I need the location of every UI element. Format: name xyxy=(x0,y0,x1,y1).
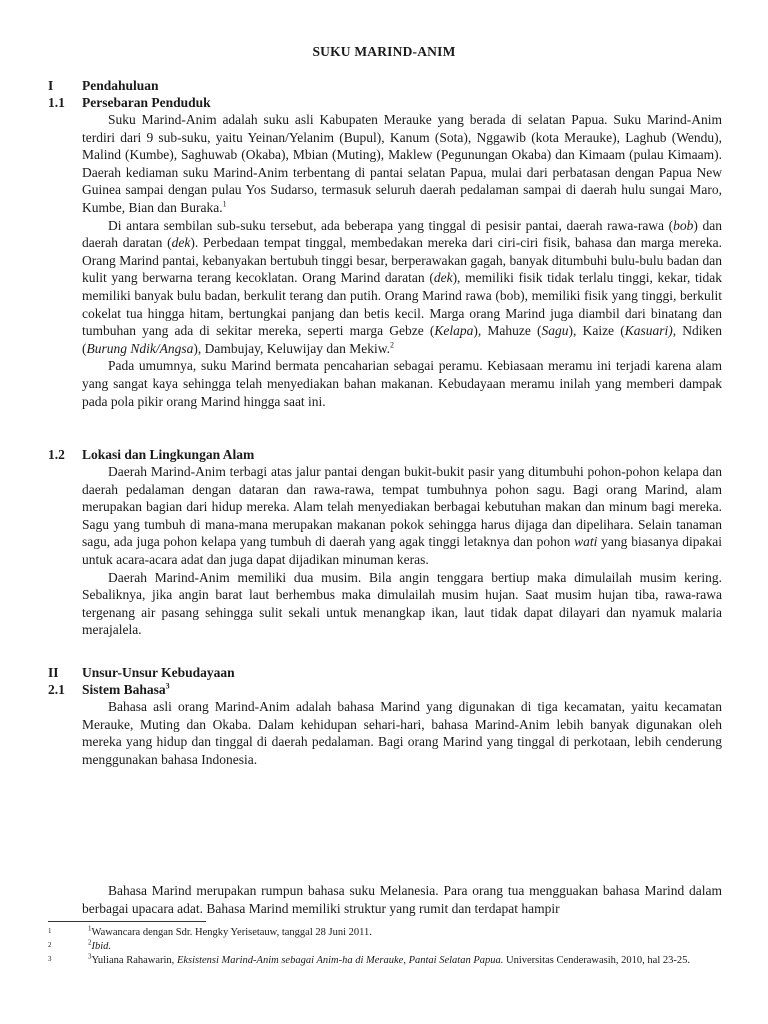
paragraph-1: Suku Marind-Anim adalah suku asli Kabupaten Merauke yang berada di selatan Papua. Suku Marind-Anim terdiri dari 9 sub-suku, yaitu Yeinan/Yelanim (Bupul), Kanum (Sota), Nggawib (kota Merauke), Laghub (Wendu), Malind (Kumbe), Saghuwab (Okaba), Mbian (Muting), Maklew (Pegunungan Okaba) dan Kimaam (pulau Kimaam). Daerah kediaman suku Marind-Anim terbentang di pantai selatan Papua, mulai dari perbatasan dengan Papua New Guinea sampai dengan pulau Yos Sudarso, termasuk seluruh daerah pedalaman sampai di daerah hulu sungai Maro, Kumbe, Bian dan Buraka.$^1$ xyxy=(82,112,722,215)
section-number: I xyxy=(48,78,54,93)
footnote-ref: 1 xyxy=(222,199,227,209)
section-heading-2 xyxy=(48,664,235,682)
footnote-separator xyxy=(48,921,206,922)
section-number: 1.2 xyxy=(48,447,65,462)
section-title: Persebaran Penduduk xyxy=(82,95,211,110)
footnote-ref: 2 xyxy=(389,340,394,350)
paragraph-5: Daerah Marind-Anim memiliki dua musim. Bila angin tenggara bertiup maka dimulailah musim kering. Sebaliknya, jika angin barat laut berhembus maka dimulailah musim hujan. Saat musim hujan tiba, rawa-rawa tergenang air pasang sehingga sulit sekali untuk menangkap ikan, laut tidak dapat dilayari dan nyamuk malaria merajalela. xyxy=(82,569,722,638)
footnote-mark: 3 xyxy=(48,955,52,963)
body-block-2 xyxy=(82,463,722,639)
section-title: Unsur-Unsur Kebudayaan xyxy=(82,665,235,680)
section-heading-1-2 xyxy=(48,446,254,464)
footnote-3: 3 $^3$Yuliana Rahawarin, Eksistensi Marind-Anim sebagai Anim-ha di Merauke, Pantai Selatan Papua. Universitas Cenderawasih, 2010, hal 23-25. xyxy=(48,952,691,966)
footnote-2: 2 $^2$Ibid. xyxy=(48,938,112,952)
paragraph-2: Di antara sembilan sub-suku tersebut, ada beberapa yang tinggal di pesisir pantai, daerah rawa-rawa (bob) dan daerah daratan (dek). Perbedaan tempat tinggal, membedakan mereka dari ciri-ciri fisik, bahasa dan marga mereka. Orang Marind pantai, kebanyakan bertubuh tinggi besar, berperawakan gagah, banyak ditumbuhi bulu-bulu badan dan kulit yang berwarna terang kecoklatan. Orang Marind daratan (dek), memiliki fisik tidak terlalu tinggi, kekar, tidak memiliki banyak bulu badan, berkulit terang dan putih. Orang Marind rawa (bob), memiliki fisik yang tinggi, berkulit cokelat tua hingga hitam, bertungkai panjang dan betis kecil. Marga orang Marind juga diambil dari binatang dan tumbuhan yang ada di sekitar mereka, seperti marga Gebze (Kelapa), Mahuze (Sagu), Kaize (Kasuari), Ndiken (Burung Ndik/Angsa), Dambujay, Keluwijay dan Mekiw.$^2$ xyxy=(82,217,723,356)
section-title: Lokasi dan Lingkungan Alam xyxy=(82,447,255,462)
footnote-text: Wawancara dengan Sdr. Hengky Yerisetauw, tanggal 28 Juni 2011. xyxy=(91,927,372,938)
body-block-1 xyxy=(82,111,722,410)
footnote-1: 1 $^1$Wawancara dengan Sdr. Hengky Yerisetauw, tanggal 28 Juni 2011. xyxy=(48,924,372,938)
footnote-mark: 2 xyxy=(48,941,52,949)
paragraph-7: Bahasa Marind merupakan rumpun bahasa suku Melanesia. Para orang tua mengguakan bahasa Marind dalam berbagai upacara adat. Bahasa Marind memiliki struktur yang rumit dan terdapat hampir xyxy=(82,883,722,916)
footnote-text: Ibid. xyxy=(91,941,112,952)
footnote-mark: 1 xyxy=(48,927,52,935)
paragraph-4: Daerah Marind-Anim terbagi atas jalur pantai dengan bukit-bukit pasir yang ditumbuhi pohon-pohon kelapa dan daerah pedalaman dengan dataran dan rawa-rawa, tempat tumbuhnya pohon sagu. Bagi orang Marind, alam merupakan bagian dari hidup mereka. Alam telah menyediakan berbagai kebutuhan makan dan minum bagi mereka. Sagu yang tumbuh di mana-mana merupakan makanan pokok sehingga harus dijaga dan dipelihara. Selain tanaman sagu, ada juga pohon kelapa yang tumbuh di daerah yang agak tinggi letaknya dan pohon wati yang biasanya dipakai untuk acara-acara adat dan juga dapat dijadikan minuman keras. xyxy=(82,464,722,567)
section-heading-1-1 xyxy=(48,94,211,112)
section-heading-2-1 xyxy=(48,681,170,699)
section-title: Pendahuluan xyxy=(82,78,159,93)
section-number: 2.1 xyxy=(48,682,65,697)
section-title: Sistem Bahasa xyxy=(82,682,166,697)
section-number: II xyxy=(48,665,59,680)
body-block-4 xyxy=(82,882,722,917)
paragraph-6: Bahasa asli orang Marind-Anim adalah bahasa Marind yang digunakan di tiga kecamatan, yaitu kecamatan Merauke, Muting dan Okaba. Dalam kehidupan sehari-hari, bahasa Marind-Anim lebih banyak digunakan oleh mereka yang hidup dan tinggal di daerah pedalaman. Bagi orang Marind yang tinggal di perkotaan, lebih cenderung menggunakan bahasa Indonesia. xyxy=(82,699,722,767)
section-heading-1 xyxy=(48,77,159,95)
section-number: 1.1 xyxy=(48,95,65,110)
body-block-3 xyxy=(82,698,722,768)
document-title: SUKU MARIND-ANIM xyxy=(312,44,456,59)
paragraph-3: Pada umumnya, suku Marind bermata pencaharian sebagai peramu. Kebiasaan meramu ini terjadi karena alam yang sangat kaya sehingga telah menyediakan bahan makanan. Kebudayaan meramu inilah yang memberi dampak pada pola pikir orang Marind hingga saat ini. xyxy=(82,358,722,409)
footnote-ref: 3 xyxy=(165,681,170,691)
